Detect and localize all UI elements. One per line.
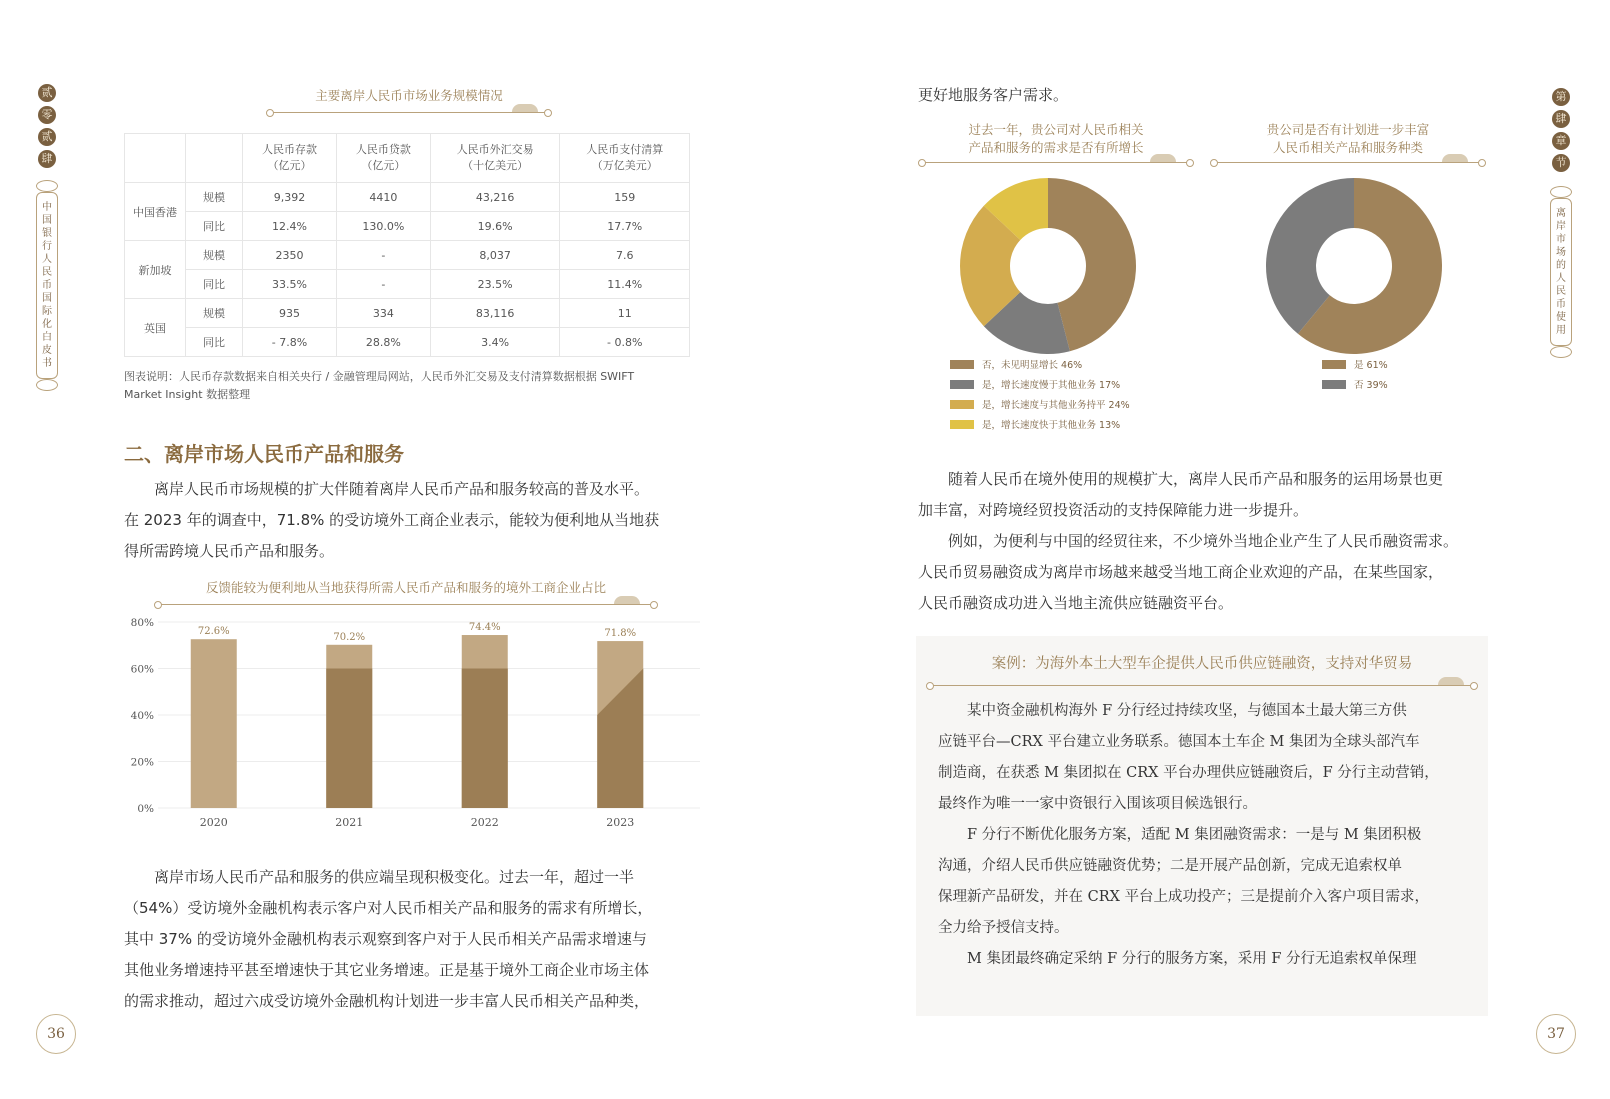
legend-entry: [1322, 354, 1388, 374]
legend-swatch: [1322, 360, 1346, 369]
table-caption-text: 主要离岸人民币市场业务规模情况: [315, 88, 503, 103]
value-cell: 9,392: [243, 183, 337, 212]
text-line: 在 2023 年的调查中，71.8% 的受访境外工商企业表示，能较为便利地从当地获: [124, 511, 660, 529]
y-tick-label: 60%: [130, 663, 154, 676]
text-line: 应链平台—CRX 平台建立业务联系。德国本土车企 M 集团为全球头部汽车: [938, 734, 1420, 750]
right-scroll-text: 离岸市场的人民币使用: [1550, 198, 1572, 346]
metric-cell: 规模: [186, 183, 243, 212]
pie1-caption: [922, 120, 1190, 163]
text-line: 最终作为唯一一家中资银行入围该项目候选银行。: [938, 796, 1257, 812]
bar-dark-segment: [326, 669, 372, 809]
metric-cell: 同比: [186, 212, 243, 241]
bar-dark-segment: [462, 669, 508, 809]
text-line: F 分行不断优化服务方案，适配 M 集团融资需求：一是与 M 集团积极: [967, 827, 1422, 843]
chapter-bead: 第: [1552, 88, 1570, 106]
legend-label: 是，增长速度快于其他业务 13%: [982, 420, 1121, 431]
text-line: 加丰富，对跨境经贸投资活动的支持保障能力进一步提升。: [918, 501, 1309, 519]
legend-swatch: [950, 360, 974, 369]
text-line: 的需求推动，超过六成受访境外金融机构计划进一步丰富人民币相关产品种类，: [124, 992, 650, 1010]
value-cell: 4410: [336, 183, 430, 212]
value-cell: 12.4%: [243, 212, 337, 241]
value-cell: -: [336, 241, 430, 270]
text-line: 离岸人民币市场规模的扩大伴随着离岸人民币产品和服务较高的普及水平。: [154, 480, 650, 498]
text-line: 例如，为便利与中国的经贸往来，不少境外当地企业产生了人民币融资需求。: [948, 532, 1459, 550]
y-tick-label: 80%: [130, 617, 154, 629]
metric-cell: 规模: [186, 299, 243, 328]
section-heading: 二、离岸市场人民币产品和服务: [124, 442, 404, 466]
header-cell: 人民币外汇交易 （十亿美元）: [430, 134, 560, 183]
year-bead: 贰: [38, 84, 56, 102]
paragraph-1: [124, 474, 704, 567]
value-cell: 7.6: [560, 241, 690, 270]
table-row: [125, 183, 690, 212]
table-row: [125, 299, 690, 328]
value-cell: - 7.8%: [243, 328, 337, 357]
y-tick-label: 0%: [137, 803, 154, 815]
value-cell: 935: [243, 299, 337, 328]
value-cell: 11.4%: [560, 270, 690, 299]
text-line: 制造商，在获悉 M 集团拟在 CRX 平台办理供应链融资后，F 分行主动营销，: [938, 765, 1439, 781]
x-category-label: 2021: [335, 816, 364, 829]
text-line: M 集团最终确定采纳 F 分行的服务方案，采用 F 分行无追索权单保理: [967, 951, 1417, 967]
bar-chart-title: 反馈能较为便利地从当地获得所需人民币产品和服务的境外工商企业占比: [205, 580, 606, 595]
bar-value-label: 70.2%: [333, 631, 366, 643]
value-cell: 159: [560, 183, 690, 212]
legend-label: 是，增长速度与其他业务持平 24%: [982, 400, 1130, 411]
value-cell: 19.6%: [430, 212, 560, 241]
header-cell: 人民币支付清算 （万亿美元）: [560, 134, 690, 183]
pie2-title-line2: 人民币相关产品和服务种类: [1272, 140, 1423, 155]
value-cell: 2350: [243, 241, 337, 270]
table-caption: [270, 86, 548, 113]
value-cell: 3.4%: [430, 328, 560, 357]
table-row: [125, 270, 690, 299]
text-line: （54%）受访境外金融机构表示客户对人民币相关产品和服务的需求有所增长，: [124, 899, 653, 917]
x-category-label: 2020: [199, 816, 228, 829]
legend-label: 否 39%: [1354, 380, 1388, 391]
legend-swatch: [950, 400, 974, 409]
pie1-title-line2: 产品和服务的需求是否有所增长: [968, 140, 1144, 155]
pie1-legend: [950, 354, 1130, 434]
table-row: [125, 212, 690, 241]
page-number-right: 37: [1536, 1014, 1576, 1054]
paragraph-2: [124, 862, 704, 1017]
legend-entry: [950, 394, 1130, 414]
year-bead: 零: [38, 106, 56, 124]
right-chapter-beads: [1552, 88, 1570, 172]
text-line: 离岸市场人民币产品和服务的供应端呈现积极变化。过去一年，超过一半: [154, 868, 635, 886]
bar-value-label: 72.6%: [197, 626, 230, 638]
legend-swatch: [950, 380, 974, 389]
region-cell: 中国香港: [125, 183, 186, 241]
table-row: [125, 328, 690, 357]
market-table: [124, 133, 690, 357]
text-line: 其他业务增速持平甚至增速快于其它业务增速。正是基于境外工商企业市场主体: [124, 961, 650, 979]
y-tick-label: 20%: [130, 756, 154, 769]
header-cell: 人民币贷款 （亿元）: [336, 134, 430, 183]
metric-cell: 同比: [186, 270, 243, 299]
value-cell: 8,037: [430, 241, 560, 270]
text-line: 随着人民币在境外使用的规模扩大，离岸人民币产品和服务的运用场景也更: [948, 470, 1444, 488]
legend-swatch: [1322, 380, 1346, 389]
text-line: 得所需跨境人民币产品和服务。: [124, 542, 335, 560]
value-cell: - 0.8%: [560, 328, 690, 357]
metric-cell: 同比: [186, 328, 243, 357]
legend-entry: [950, 414, 1130, 434]
right-top-text: 更好地服务客户需求。: [918, 86, 1069, 104]
bar-value-label: 74.4%: [468, 622, 501, 634]
bar-value-label: 71.8%: [604, 628, 637, 640]
left-year-beads: [38, 84, 56, 168]
chapter-bead: 章: [1552, 132, 1570, 150]
header-cell: 人民币存款 （亿元）: [243, 134, 337, 183]
legend-label: 是，增长速度慢于其他业务 17%: [982, 380, 1121, 391]
region-cell: 新加坡: [125, 241, 186, 299]
text-line: 沟通，介绍人民币供应链融资优势；二是开展产品创新，完成无追索权单: [938, 858, 1402, 874]
legend-entry: [950, 354, 1130, 374]
year-bead: 肆: [38, 150, 56, 168]
year-bead: 贰: [38, 128, 56, 146]
region-cell: 英国: [125, 299, 186, 357]
value-cell: 17.7%: [560, 212, 690, 241]
case-title: 案例：为海外本土大型车企提供人民币供应链融资，支持对华贸易: [991, 656, 1413, 672]
metric-cell: 规模: [186, 241, 243, 270]
table-header-row: [125, 134, 690, 183]
table-row: [125, 241, 690, 270]
text-line: 全力给予授信支持。: [938, 920, 1069, 936]
y-tick-label: 40%: [130, 710, 154, 722]
value-cell: 28.8%: [336, 328, 430, 357]
legend-label: 否，未见明显增长 46%: [982, 360, 1083, 371]
case-box: [916, 636, 1488, 1016]
case-text: [916, 686, 1488, 975]
paragraph-3: [918, 464, 1490, 619]
right-scroll: [1550, 186, 1572, 358]
value-cell: 334: [336, 299, 430, 328]
chapter-bead: 节: [1552, 154, 1570, 172]
pie2-caption: [1214, 120, 1482, 163]
value-cell: 43,216: [430, 183, 560, 212]
bar-chart: [124, 612, 704, 834]
text-line: 其中 37% 的受访境外金融机构表示观察到客户对于人民币相关产品需求增速与: [124, 930, 647, 948]
text-line: 保理新产品研发，并在 CRX 平台上成功投产；三是提前介入客户项目需求，: [938, 889, 1430, 905]
legend-label: 是 61%: [1354, 360, 1388, 371]
text-line: 人民币融资成功进入当地主流供应链融资平台。: [918, 594, 1234, 612]
left-scroll-text: 中国银行人民币国际化白皮书: [36, 192, 58, 379]
legend-swatch: [950, 420, 974, 429]
pie2-legend: [1322, 354, 1388, 394]
text-line: 某中资金融机构海外 F 分行经过持续攻坚，与德国本土最大第三方供: [967, 703, 1407, 719]
pie-chart-plan: [1262, 174, 1446, 358]
text-line: 人民币贸易融资成为离岸市场越来越受当地工商企业欢迎的产品，在某些国家，: [918, 563, 1444, 581]
value-cell: 83,116: [430, 299, 560, 328]
page-number-left: 36: [36, 1014, 76, 1054]
value-cell: 130.0%: [336, 212, 430, 241]
pie-chart-demand: [956, 174, 1140, 358]
value-cell: -: [336, 270, 430, 299]
value-cell: 33.5%: [243, 270, 337, 299]
left-scroll: [36, 180, 58, 391]
legend-entry: [950, 374, 1130, 394]
value-cell: 23.5%: [430, 270, 560, 299]
x-category-label: 2023: [606, 816, 635, 829]
pie1-title-line1: 过去一年，贵公司对人民币相关: [968, 122, 1144, 137]
table-note: 图表说明：人民币存款数据来自相关央行 / 金融管理局网站，人民币外汇交易及支付清算数据根据 SWIFT Market Insight 数据整理: [124, 370, 635, 401]
bar-chart-caption: [158, 578, 654, 605]
value-cell: 11: [560, 299, 690, 328]
chapter-bead: 肆: [1552, 110, 1570, 128]
x-category-label: 2022: [470, 816, 499, 829]
bar: [191, 639, 237, 808]
legend-entry: [1322, 374, 1388, 394]
pie2-title-line1: 贵公司是否有计划进一步丰富: [1266, 122, 1430, 137]
